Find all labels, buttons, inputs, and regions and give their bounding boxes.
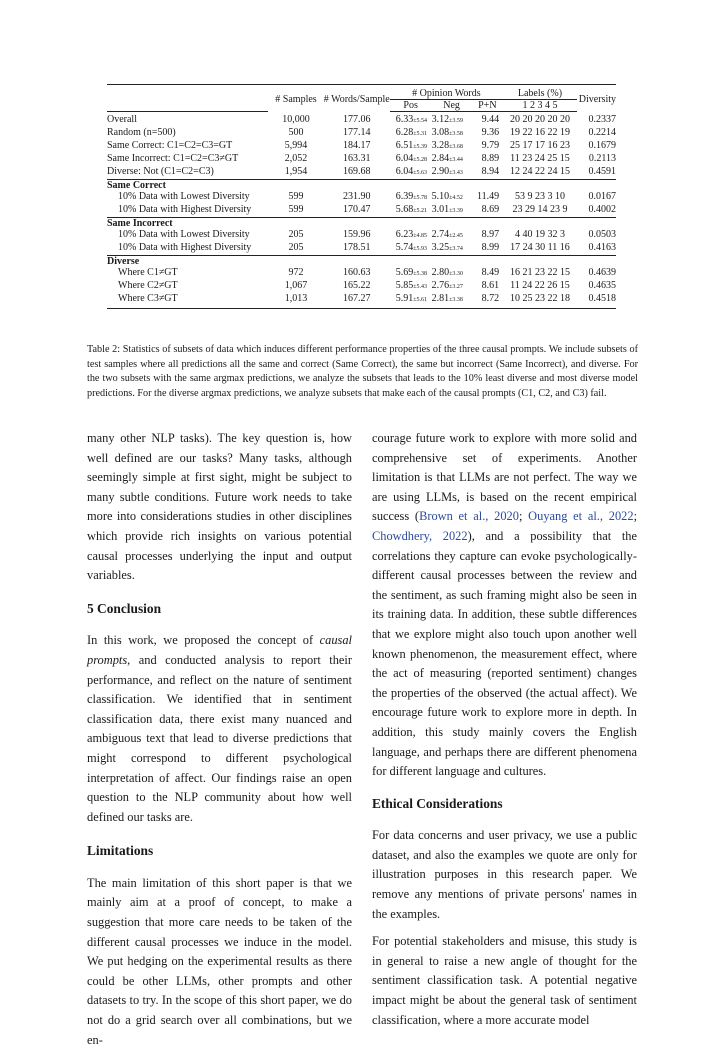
- pos-cell: 6.23±4.85: [395, 229, 427, 240]
- pos-cell: 6.51±5.39: [395, 140, 427, 151]
- table-group: [107, 218, 616, 256]
- table-row: [107, 112, 616, 128]
- pos-cell: 5.91±5.61: [390, 293, 432, 309]
- samples-cell: 599: [288, 191, 304, 202]
- samples-cell: 972: [288, 267, 304, 278]
- header-diversity: Diversity: [577, 85, 616, 112]
- pn-cell: 9.36: [481, 127, 500, 138]
- neg-cell: 3.01±3.39: [431, 204, 463, 215]
- paragraph-limitations: The main limitation of this short paper is that we mainly aim at a proof of concept, to make a suggestion that more care needs to be taken of the different causal processes we induce in the model. We put hedging on the experimental results as there could be other LLMs, other prompts and other datasets to try. In the scope of this short paper, we do not do a grid search over all combinations, but we en-: [87, 875, 352, 1047]
- samples-cell: 500: [288, 127, 304, 138]
- table-row: [107, 127, 616, 140]
- pos-cell: 6.04±5.63: [395, 166, 427, 177]
- samples-cell: 1,067: [284, 280, 308, 291]
- neg-cell: 2.76±3.27: [431, 280, 463, 291]
- labels-cell: 23 29 14 23 9: [512, 204, 568, 215]
- pos-cell: 6.39±5.78: [395, 191, 427, 202]
- table-row: [107, 293, 616, 309]
- row-label: Random (n=500): [107, 127, 176, 138]
- words-cell: 231.90: [342, 191, 371, 202]
- samples-cell: 599: [288, 204, 304, 215]
- diversity-cell: 0.4163: [588, 242, 616, 253]
- header-labels: Labels (%): [503, 85, 577, 100]
- neg-cell: 3.28±3.68: [431, 140, 463, 151]
- neg-cell: 3.08±3.58: [431, 127, 463, 138]
- header-words: # Words/Sample: [324, 85, 390, 112]
- causal-prompts-term: causal prompts: [87, 633, 352, 667]
- diversity-cell: 0.2214: [588, 127, 616, 138]
- paragraph-continuation: courage future work to explore with more solid and comprehensive set of experiments. Another limitation is that LLMs are not perfect. The way we are using LLMs, is based on the recent empirical success (Brown et al., 2020; Ouyang et al., 2022; Chowdhery, 2022), and a possibility that the correlations they capture can evoke psychologically-different causal processes between the review and the sentiment, as such framing might also be seen in its training data. In addition, these subtle differences that we explore might also touch upon another well known phenomenon, the measurement effect, where the act of measuring (reported sentiment) changes the properties of the observed (the actual affect). We encourage future work to explore more in depth. In addition, this study mainly covers the English language, and perhaps there are different phenomena for different language and cultures.: [372, 431, 638, 779]
- group-title-row: [107, 218, 616, 230]
- samples-cell: 2,052: [284, 153, 308, 164]
- pn-cell: 8.99: [481, 242, 500, 253]
- table-row: [107, 267, 616, 280]
- neg-cell: 2.74±2.45: [431, 229, 463, 240]
- group-title: Diverse: [107, 256, 616, 268]
- pn-cell: 8.49: [481, 267, 500, 278]
- pn-cell: 8.89: [481, 153, 500, 164]
- table-row: [107, 229, 616, 242]
- paragraph-conclusion: In this work, we proposed the concept of causal prompts, and conducted analysis to report their performance, and reflect on the nature of sentiment classification. We identified that in sentiment classification data, there exist many nuanced and ambiguous text that lead to diverse predictions that might correspond to different psychological interpretation of affect. Our findings raise an open question to the NLP community about how well defined our tasks are.: [87, 633, 352, 824]
- left-column: [87, 429, 352, 1050]
- labels-cell: 17 24 30 11 16: [510, 242, 570, 253]
- pos-cell: 5.74±5.93: [395, 242, 427, 253]
- right-column: [372, 429, 637, 1030]
- table-row: [107, 280, 616, 293]
- diversity-cell: 0.4639: [588, 267, 616, 278]
- header-neg: Neg: [432, 100, 472, 112]
- table-row: [107, 242, 616, 256]
- ethics-heading: Ethical Considerations: [372, 795, 503, 811]
- labels-cell: 11 24 22 26 15: [510, 280, 570, 291]
- words-cell: 177.06: [342, 113, 371, 125]
- pn-cell: 9.79: [481, 140, 500, 151]
- conclusion-heading: 5 Conclusion: [87, 600, 162, 616]
- labels-cell: 16 21 23 22 15: [509, 267, 570, 278]
- diversity-cell: 0.2337: [588, 113, 616, 125]
- words-cell: 160.63: [342, 267, 371, 278]
- labels-cell: 12 24 22 24 15: [509, 166, 570, 177]
- labels-cell: 11 23 24 25 15: [510, 153, 570, 164]
- citation-chowdhery[interactable]: Chowdhery, 2022: [372, 528, 468, 543]
- pos-cell: 5.85±5.43: [395, 280, 427, 291]
- neg-cell: 2.80±3.30: [431, 267, 463, 278]
- pos-cell: 5.69±5.38: [395, 267, 427, 278]
- pn-cell: 11.49: [476, 191, 500, 202]
- paragraph-intro: many other NLP tasks). The key question is, how well defined are our tasks? Many tasks, although seemingly simple at first sight, might be subject to many subtle conditions. Future work needs to take more into considerations studies in other disciplines which provide rich insights on various potential causal processes underlying the input and output variables.: [87, 431, 352, 583]
- labels-cell: 20 20 20 20 20: [509, 114, 570, 125]
- pn-cell: 8.61: [481, 280, 500, 291]
- row-label: Same Incorrect: C1=C2=C3≠GT: [107, 153, 239, 164]
- header-pos: Pos: [390, 100, 432, 112]
- pn-cell: 9.44: [481, 114, 500, 125]
- samples-cell: 1,013: [268, 293, 324, 309]
- header-label-ticks: 1 2 3 4 5: [503, 100, 577, 112]
- row-label: Diverse: Not (C1=C2=C3): [107, 166, 214, 177]
- pos-cell: 6.33±5.54: [395, 114, 427, 125]
- words-cell: 177.14: [342, 127, 371, 138]
- header-opinion-words: # Opinion Words: [390, 85, 503, 100]
- table-row: [107, 204, 616, 218]
- table-caption: Table 2: Statistics of subsets of data which induces different performance properties of the three causal prompts. We include subsets of test samples where all predictions all the same and correct (Same Correct), the same but incorrect (Same Incorrect), and diverse. For the two subsets with the same argmax predictions, we analyze the subsets that leads to the 10% least diverse and most diverse model predictions. For the diverse argmax predictions, we analyze subsets that make each of the causal prompts (C1, C2, and C3) fail.: [87, 344, 638, 399]
- neg-cell: 3.12±3.59: [431, 114, 463, 125]
- pn-cell: 8.69: [481, 204, 500, 215]
- pn-cell: 8.94: [481, 166, 500, 177]
- table-row: [107, 191, 616, 204]
- pn-cell: 8.97: [481, 229, 500, 240]
- samples-cell: 205: [288, 242, 304, 253]
- row-label: Where C1≠GT: [118, 267, 178, 278]
- samples-cell: 1,954: [284, 166, 308, 177]
- words-cell: 169.68: [342, 166, 371, 177]
- labels-cell: 25 17 17 16 23: [509, 140, 570, 151]
- paragraph-ethics-1: For data concerns and user privacy, we use a public dataset, and also the examples we quote are only for illustration purposes in this research paper. We remove any mentions of private persons' names in the examples.: [372, 828, 637, 921]
- citation-brown[interactable]: Brown et al., 2020: [419, 509, 519, 524]
- table-row: [107, 166, 616, 180]
- row-label: 10% Data with Highest Diversity: [118, 204, 252, 215]
- pos-cell: 5.68±5.21: [395, 204, 427, 215]
- neg-cell: 2.84±3.44: [431, 153, 463, 164]
- table-group: [107, 256, 616, 309]
- table-row: [107, 153, 616, 166]
- labels-cell: 19 22 16 22 19: [509, 127, 570, 138]
- row-label: 10% Data with Lowest Diversity: [118, 229, 250, 240]
- labels-cell: 4 40 19 32 3: [514, 229, 565, 240]
- words-cell: 178.51: [342, 242, 371, 253]
- neg-cell: 5.10±4.52: [431, 191, 463, 202]
- neg-cell: 2.81±3.38: [432, 293, 472, 309]
- labels-cell: 10 25 23 22 18: [503, 293, 577, 309]
- pos-cell: 6.04±5.28: [395, 153, 427, 164]
- statistics-table: [107, 84, 616, 309]
- row-label: Overall: [107, 114, 137, 125]
- header-pn: P+N: [472, 100, 504, 112]
- diversity-cell: 0.0503: [588, 229, 616, 240]
- samples-cell: 205: [288, 229, 304, 240]
- samples-cell: 10,000: [282, 113, 310, 125]
- row-label: Where C3≠GT: [107, 293, 268, 309]
- citation-ouyang[interactable]: Ouyang et al., 2022: [528, 509, 634, 524]
- neg-cell: 3.25±3.74: [431, 242, 463, 253]
- table-group: [107, 180, 616, 218]
- pos-cell: 6.28±5.31: [395, 127, 427, 138]
- row-label: Same Correct: C1=C2=C3=GT: [107, 140, 233, 151]
- diversity-cell: 0.4635: [588, 280, 616, 291]
- neg-cell: 2.90±3.43: [431, 166, 463, 177]
- header-samples: # Samples: [268, 85, 324, 112]
- group-title-row: [107, 180, 616, 192]
- table-row: [107, 140, 616, 153]
- diversity-cell: 0.4518: [577, 293, 616, 309]
- row-label: 10% Data with Highest Diversity: [118, 242, 252, 253]
- row-label: 10% Data with Lowest Diversity: [118, 191, 250, 202]
- diversity-cell: 0.4591: [588, 166, 616, 177]
- pn-cell: 8.72: [472, 293, 504, 309]
- words-cell: 184.17: [342, 140, 371, 151]
- row-label: Where C2≠GT: [118, 280, 178, 291]
- limitations-heading: Limitations: [87, 843, 154, 859]
- paragraph-ethics-2: For potential stakeholders and misuse, this study is in general to raise a new angle of thought for the sentiment classification task. A potential negative impact might be about the general task of sentiment classification, where a more accurate model: [372, 934, 637, 1027]
- words-cell: 167.27: [324, 293, 390, 309]
- words-cell: 170.47: [342, 204, 371, 215]
- diversity-cell: 0.4002: [588, 204, 616, 215]
- diversity-cell: 0.1679: [588, 140, 616, 151]
- words-cell: 165.22: [342, 280, 371, 291]
- group-title-row: [107, 256, 616, 268]
- diversity-cell: 0.0167: [588, 191, 616, 202]
- words-cell: 159.96: [342, 229, 371, 240]
- group-title: Same Incorrect: [107, 218, 616, 230]
- words-cell: 163.31: [342, 153, 371, 164]
- group-title: Same Correct: [107, 180, 616, 192]
- samples-cell: 5,994: [284, 140, 308, 151]
- diversity-cell: 0.2113: [588, 153, 616, 164]
- labels-cell: 53 9 23 3 10: [514, 191, 565, 202]
